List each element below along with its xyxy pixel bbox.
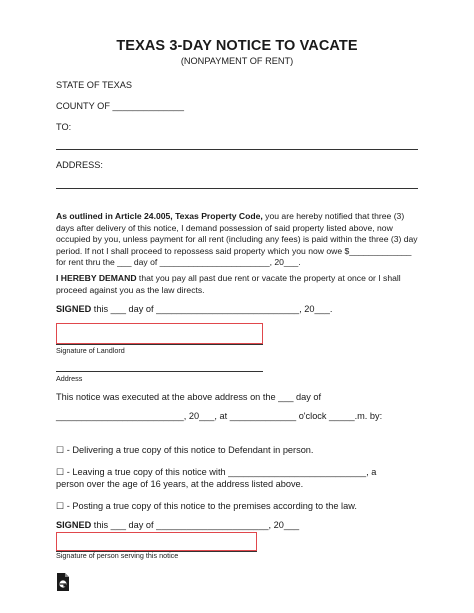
address-label: ADDRESS: xyxy=(56,160,103,170)
option-deliver-text: - Delivering a true copy of this notice to Defendant in person. xyxy=(64,445,314,455)
county-field[interactable]: COUNTY OF ______________ xyxy=(56,101,185,111)
state-label: STATE OF TEXAS xyxy=(56,80,133,90)
landlord-signed-line xyxy=(56,304,332,314)
option-leave xyxy=(56,467,376,478)
server-signature-label: Signature of person serving this notice xyxy=(56,551,179,560)
article-reference: As outlined in Article 24.005, Texas Property Code, xyxy=(56,211,263,221)
option-deliver xyxy=(56,445,313,456)
option-post xyxy=(56,501,357,512)
to-line[interactable] xyxy=(56,149,418,150)
server-signed-line xyxy=(56,520,299,530)
option-leave-checkbox[interactable]: ☐ xyxy=(56,467,65,477)
server-signed-label: SIGNED xyxy=(56,520,92,530)
demand-heading: I HEREBY DEMAND xyxy=(56,273,137,283)
document-subtitle: (NONPAYMENT OF RENT) xyxy=(180,56,294,66)
landlord-signed-text: this ___ day of ____________________________, 20___. xyxy=(91,304,333,314)
landlord-signed-label: SIGNED xyxy=(56,304,92,314)
notice-text: you are hereby notified that three (3) days after delivery of this notice, I demand possession of said property listed above, now occupied by you, unless payment for all rent (including any fees) is paid within the three (3) day period. If not I shall proceed to repossess said property which you now owe $_____________ for rent thru the ___ day of _______________________, 20___. xyxy=(56,211,418,268)
option-leave-text: - Leaving a true copy of this notice with ___________________________, a xyxy=(64,467,377,477)
execution-line-1: This notice was executed at the above address on the ___ day of xyxy=(56,392,322,402)
address-line[interactable] xyxy=(56,188,418,189)
server-signature-box[interactable] xyxy=(56,532,257,551)
landlord-signature-box[interactable] xyxy=(56,323,263,344)
landlord-address-line[interactable] xyxy=(56,371,263,372)
to-label: TO: xyxy=(56,122,72,132)
demand-paragraph xyxy=(56,273,418,296)
document-title: TEXAS 3-DAY NOTICE TO VACATE xyxy=(116,38,358,54)
demand-text: that you pay all past due rent or vacate the property at once or I shall proceed against you as the law directs. xyxy=(56,273,401,295)
server-signed-text: this ___ day of ______________________, 20___ xyxy=(91,520,300,530)
execution-line-2[interactable]: _________________________, 20___, at _____________ o'clock _____.m. by: xyxy=(56,411,383,421)
option-deliver-checkbox[interactable]: ☐ xyxy=(56,445,65,455)
eforms-logo-icon xyxy=(56,572,70,592)
option-leave-text-2: person over the age of 16 years, at the address listed above. xyxy=(56,479,304,489)
option-post-checkbox[interactable]: ☐ xyxy=(56,501,65,511)
landlord-address-label: Address xyxy=(56,374,83,383)
notice-paragraph xyxy=(56,211,418,269)
landlord-signature-line xyxy=(56,344,263,345)
option-post-text: - Posting a true copy of this notice to the premises according to the law. xyxy=(64,501,357,511)
landlord-signature-label: Signature of Landlord xyxy=(56,346,125,355)
